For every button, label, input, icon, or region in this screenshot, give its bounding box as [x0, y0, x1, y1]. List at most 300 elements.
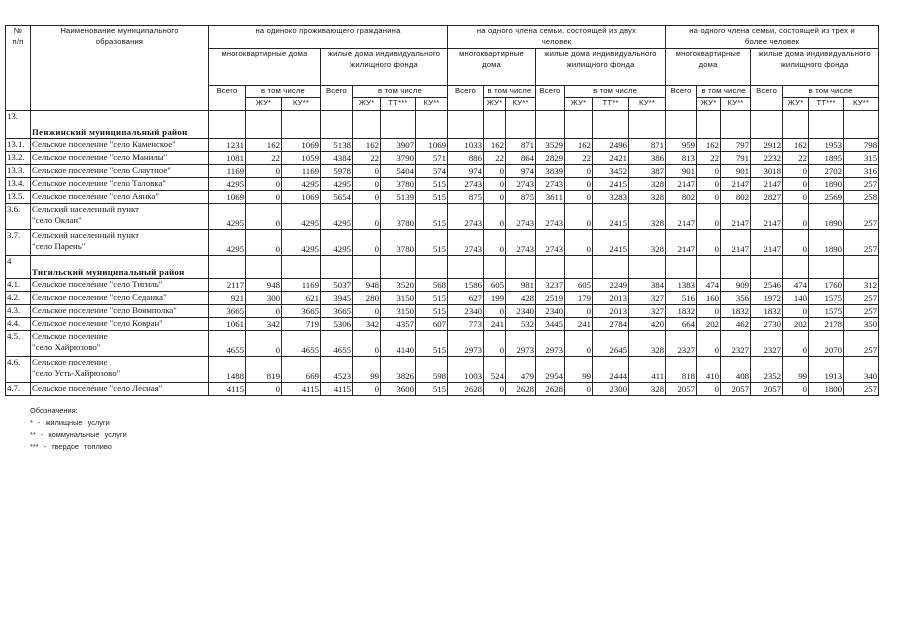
settlement-name: Сельское поселение "село Воямполка" [31, 305, 209, 318]
cost-value: 1832 [721, 305, 751, 318]
cost-value: 2415 [593, 204, 629, 230]
cost-value: 568 [416, 279, 448, 292]
cost-value: 607 [416, 318, 448, 331]
number-column-header: № п/п [6, 26, 31, 111]
cost-value: 257 [844, 305, 879, 318]
cost-value: 479 [506, 357, 536, 383]
total-header: Всего [209, 86, 246, 111]
cost-value: 598 [416, 357, 448, 383]
cost-value: 2147 [721, 230, 751, 256]
cost-value: 384 [629, 279, 666, 292]
cost-value: 0 [783, 383, 809, 396]
total-header: Всего [751, 86, 783, 111]
cost-value: 4295 [209, 178, 246, 191]
cost-value: 515 [416, 191, 448, 204]
cost-value: 515 [416, 204, 448, 230]
cost-value: 0 [353, 178, 381, 191]
including-header: в том числе [353, 86, 448, 98]
settlement-name: Сельское поселение "село Каменское" [31, 139, 209, 152]
settlement-row [6, 152, 879, 165]
cost-value: 1832 [751, 305, 783, 318]
cost-value: 2973 [536, 331, 565, 357]
cost-value: 2340 [536, 305, 565, 318]
cost-value: 2327 [721, 331, 751, 357]
cost-value: 2232 [751, 152, 783, 165]
cost-value: 3600 [381, 383, 416, 396]
row-number: 4.7. [6, 383, 31, 396]
settlement-row [6, 318, 879, 331]
cost-value: 948 [246, 279, 282, 292]
cost-value: 2912 [751, 139, 783, 152]
cost-value: 257 [844, 292, 879, 305]
total-header: Всего [666, 86, 697, 111]
cost-value: 1913 [809, 357, 844, 383]
subheader-individual-houses: жилые дома индивидуального жилищного фонда [751, 49, 879, 86]
empty-cell [697, 256, 721, 279]
cost-value: 2546 [751, 279, 783, 292]
settlement-row [6, 178, 879, 191]
cost-value: 328 [629, 178, 666, 191]
cost-value: 2147 [666, 178, 697, 191]
cost-value: 1488 [209, 357, 246, 383]
settlement-name: Сельское поселение "село Тигиль" [31, 279, 209, 292]
cost-value: 0 [246, 305, 282, 318]
cost-value: 1760 [809, 279, 844, 292]
row-number: 13.5. [6, 191, 31, 204]
empty-cell [751, 111, 783, 139]
cost-value: 3665 [209, 305, 246, 318]
cost-value: 0 [484, 178, 506, 191]
cost-value: 605 [565, 279, 593, 292]
cost-value: 0 [246, 230, 282, 256]
empty-cell [506, 256, 536, 279]
cost-value: 3790 [381, 152, 416, 165]
cost-value: 0 [353, 191, 381, 204]
empty-cell [484, 256, 506, 279]
cost-value: 257 [844, 383, 879, 396]
cost-value: 0 [565, 331, 593, 357]
cost-value: 0 [783, 178, 809, 191]
cost-value: 1890 [809, 204, 844, 230]
cost-value: 516 [666, 292, 697, 305]
group-header-three-plus-family: на одного члена семьи, состоящей из трех и более человек [666, 26, 879, 49]
empty-cell [536, 256, 565, 279]
cost-value: 1890 [809, 230, 844, 256]
cost-value: 1575 [809, 305, 844, 318]
cost-value: 1832 [666, 305, 697, 318]
cost-value: 0 [697, 331, 721, 357]
empty-cell [666, 111, 697, 139]
cost-value: 1033 [448, 139, 484, 152]
district-number: 13. [6, 111, 31, 139]
empty-cell [751, 256, 783, 279]
cost-value: 0 [697, 191, 721, 204]
cost-value: 99 [565, 357, 593, 383]
cost-value: 140 [783, 292, 809, 305]
row-number: 3.6. [6, 204, 31, 230]
cost-value: 818 [666, 357, 697, 383]
cost-value: 386 [629, 152, 666, 165]
settlement-row [6, 331, 879, 357]
cost-value: 4115 [282, 383, 321, 396]
row-number: 4.4. [6, 318, 31, 331]
cost-value: 1059 [282, 152, 321, 165]
cost-value: 2743 [448, 178, 484, 191]
cost-value: 312 [844, 279, 879, 292]
cost-value: 0 [246, 383, 282, 396]
cost-value: 420 [629, 318, 666, 331]
utility-services-header: КУ** [506, 98, 536, 111]
total-header: Всего [448, 86, 484, 111]
name-column-header: Наименование муниципального образования [31, 26, 209, 111]
cost-value: 0 [353, 165, 381, 178]
cost-value: 22 [246, 152, 282, 165]
cost-value: 4295 [282, 204, 321, 230]
cost-value: 1169 [282, 165, 321, 178]
cost-value: 791 [721, 152, 751, 165]
cost-value: 871 [506, 139, 536, 152]
tariff-table [5, 25, 879, 396]
empty-cell [783, 111, 809, 139]
row-number: 13.1. [6, 139, 31, 152]
cost-value: 2013 [593, 292, 629, 305]
settlement-name: Сельское поселение "село Седанка" [31, 292, 209, 305]
settlement-row [6, 305, 879, 318]
cost-value: 3780 [381, 230, 416, 256]
cost-value: 350 [844, 318, 879, 331]
cost-value: 0 [565, 383, 593, 396]
cost-value: 515 [416, 383, 448, 396]
cost-value: 328 [629, 191, 666, 204]
cost-value: 5037 [321, 279, 353, 292]
cost-value: 3839 [536, 165, 565, 178]
cost-value: 3452 [593, 165, 629, 178]
utility-services-header: КУ** [629, 98, 666, 111]
cost-value: 4295 [321, 178, 353, 191]
cost-value: 0 [484, 165, 506, 178]
cost-value: 2147 [751, 230, 783, 256]
cost-value: 22 [697, 152, 721, 165]
settlement-row [6, 204, 879, 230]
cost-value: 408 [721, 357, 751, 383]
subheader-apartment-buildings: многоквартирные дома [448, 49, 536, 86]
cost-value: 2327 [666, 331, 697, 357]
cost-value: 2496 [593, 139, 629, 152]
cost-value: 0 [353, 383, 381, 396]
cost-value: 621 [282, 292, 321, 305]
cost-value: 1383 [666, 279, 697, 292]
cost-value: 3907 [381, 139, 416, 152]
cost-value: 202 [783, 318, 809, 331]
cost-value: 162 [565, 139, 593, 152]
cost-value: 410 [697, 357, 721, 383]
cost-value: 0 [246, 331, 282, 357]
cost-value: 524 [484, 357, 506, 383]
cost-value: 3237 [536, 279, 565, 292]
empty-cell [282, 256, 321, 279]
housing-services-header: ЖУ* [484, 98, 506, 111]
cost-value: 0 [484, 331, 506, 357]
cost-value: 2444 [593, 357, 629, 383]
including-header: в том числе [246, 86, 321, 98]
cost-value: 798 [844, 139, 879, 152]
empty-cell [246, 256, 282, 279]
housing-services-header: ЖУ* [783, 98, 809, 111]
group-header-single-resident: на одиноко проживающего гражданина [209, 26, 448, 49]
cost-value: 428 [506, 292, 536, 305]
row-number: 4.6. [6, 357, 31, 383]
cost-value: 4357 [381, 318, 416, 331]
empty-cell [506, 111, 536, 139]
cost-value: 802 [721, 191, 751, 204]
including-header: в том числе [783, 86, 879, 98]
utility-services-header: КУ** [416, 98, 448, 111]
cost-value: 0 [246, 165, 282, 178]
cost-value: 4523 [321, 357, 353, 383]
cost-value: 0 [565, 230, 593, 256]
cost-value: 1069 [282, 191, 321, 204]
cost-value: 2147 [751, 178, 783, 191]
cost-value: 574 [416, 165, 448, 178]
cost-value: 0 [246, 191, 282, 204]
settlement-name: Сельское поселение "село Таловка" [31, 178, 209, 191]
including-header: в том числе [565, 86, 666, 98]
cost-value: 1800 [809, 383, 844, 396]
cost-value: 2743 [536, 178, 565, 191]
cost-value: 162 [783, 139, 809, 152]
cost-value: 5404 [381, 165, 416, 178]
cost-value: 0 [783, 305, 809, 318]
cost-value: 0 [484, 204, 506, 230]
cost-value: 2730 [751, 318, 783, 331]
empty-cell [565, 256, 593, 279]
cost-value: 948 [353, 279, 381, 292]
cost-value: 22 [565, 152, 593, 165]
cost-value: 1081 [209, 152, 246, 165]
cost-value: 257 [844, 230, 879, 256]
cost-value: 515 [416, 305, 448, 318]
empty-cell [381, 256, 416, 279]
cost-value: 327 [629, 305, 666, 318]
settlement-name: Сельский населенный пункт "село Парень" [31, 230, 209, 256]
cost-value: 515 [416, 292, 448, 305]
cost-value: 921 [209, 292, 246, 305]
cost-value: 886 [448, 152, 484, 165]
cost-value: 2421 [593, 152, 629, 165]
cost-value: 1069 [416, 139, 448, 152]
empty-cell [593, 111, 629, 139]
utility-services-header: КУ** [844, 98, 879, 111]
including-header: в том числе [697, 86, 751, 98]
cost-value: 340 [844, 357, 879, 383]
cost-value: 875 [448, 191, 484, 204]
cost-value: 1953 [809, 139, 844, 152]
cost-value: 2352 [751, 357, 783, 383]
cost-value: 2340 [506, 305, 536, 318]
cost-value: 0 [697, 204, 721, 230]
empty-cell [536, 111, 565, 139]
empty-cell [629, 111, 666, 139]
cost-value: 257 [844, 178, 879, 191]
cost-value: 2340 [448, 305, 484, 318]
empty-cell [844, 256, 879, 279]
cost-value: 3665 [321, 305, 353, 318]
settlement-row [6, 230, 879, 256]
cost-value: 0 [565, 204, 593, 230]
empty-cell [593, 256, 629, 279]
cost-value: 515 [416, 331, 448, 357]
cost-value: 2628 [448, 383, 484, 396]
legend-item: ** - коммунальные услуги [30, 430, 127, 439]
cost-value: 0 [246, 204, 282, 230]
cost-value: 2249 [593, 279, 629, 292]
cost-value: 162 [353, 139, 381, 152]
row-number: 3.7. [6, 230, 31, 256]
cost-value: 2743 [536, 230, 565, 256]
utility-services-header: КУ** [721, 98, 751, 111]
cost-value: 719 [282, 318, 321, 331]
cost-value: 2743 [536, 204, 565, 230]
cost-value: 3445 [536, 318, 565, 331]
cost-value: 0 [353, 230, 381, 256]
cost-value: 2569 [809, 191, 844, 204]
cost-value: 0 [484, 305, 506, 318]
settlement-row [6, 292, 879, 305]
empty-cell [697, 111, 721, 139]
district-number: 4 [6, 256, 31, 279]
cost-value: 2057 [751, 383, 783, 396]
legend [30, 405, 127, 453]
cost-value: 1061 [209, 318, 246, 331]
empty-cell [809, 111, 844, 139]
empty-cell [666, 256, 697, 279]
row-number: 4.5. [6, 331, 31, 357]
cost-value: 22 [484, 152, 506, 165]
cost-value: 4295 [209, 204, 246, 230]
cost-value: 2645 [593, 331, 629, 357]
subheader-apartment-buildings: многоквартирные дома [666, 49, 751, 86]
cost-value: 0 [783, 191, 809, 204]
cost-value: 2702 [809, 165, 844, 178]
total-header: Всего [321, 86, 353, 111]
solid-fuel-header: ТТ*** [381, 98, 416, 111]
settlement-row [6, 139, 879, 152]
table-body [6, 111, 879, 396]
cost-value: 199 [484, 292, 506, 305]
cost-value: 2743 [506, 204, 536, 230]
cost-value: 4115 [321, 383, 353, 396]
cost-value: 5138 [321, 139, 353, 152]
cost-value: 0 [484, 383, 506, 396]
cost-value: 342 [353, 318, 381, 331]
cost-value: 2743 [506, 230, 536, 256]
settlement-name: Сельское поселение "село Аянка" [31, 191, 209, 204]
cost-value: 0 [353, 204, 381, 230]
cost-value: 871 [629, 139, 666, 152]
cost-value: 316 [844, 165, 879, 178]
cost-value: 315 [844, 152, 879, 165]
cost-value: 4655 [321, 331, 353, 357]
cost-value: 4295 [282, 178, 321, 191]
cost-value: 356 [721, 292, 751, 305]
cost-value: 5139 [381, 191, 416, 204]
cost-value: 2827 [751, 191, 783, 204]
cost-value: 2178 [809, 318, 844, 331]
empty-cell [381, 111, 416, 139]
cost-value: 2829 [536, 152, 565, 165]
settlement-row [6, 165, 879, 178]
legend-item: *** - твердое топливо [30, 442, 112, 451]
empty-cell [353, 256, 381, 279]
row-number: 13.4. [6, 178, 31, 191]
cost-value: 162 [484, 139, 506, 152]
cost-value: 3283 [593, 191, 629, 204]
housing-services-header: ЖУ* [353, 98, 381, 111]
row-number: 13.3. [6, 165, 31, 178]
cost-value: 3150 [381, 305, 416, 318]
subheader-individual-houses: жилые дома индивидуального жилищного фонда [321, 49, 448, 86]
cost-value: 2743 [448, 230, 484, 256]
cost-value: 5306 [321, 318, 353, 331]
cost-value: 2117 [209, 279, 246, 292]
cost-value: 875 [506, 191, 536, 204]
cost-value: 0 [697, 230, 721, 256]
subheader-apartment-buildings: многоквартирные дома [209, 49, 321, 86]
cost-value: 0 [783, 204, 809, 230]
settlement-name: Сельское поселение "село Усть-Хайрюзово" [31, 357, 209, 383]
cost-value: 959 [666, 139, 697, 152]
housing-services-header: ЖУ* [697, 98, 721, 111]
cost-value: 2415 [593, 178, 629, 191]
cost-value: 1069 [209, 191, 246, 204]
cost-value: 3520 [381, 279, 416, 292]
cost-value: 2013 [593, 305, 629, 318]
empty-cell [484, 111, 506, 139]
cost-value: 3665 [282, 305, 321, 318]
cost-value: 257 [844, 331, 879, 357]
empty-cell [721, 111, 751, 139]
housing-services-header: ЖУ* [246, 98, 282, 111]
cost-value: 0 [565, 165, 593, 178]
row-number: 4.2. [6, 292, 31, 305]
cost-value: 669 [282, 357, 321, 383]
cost-value: 4295 [282, 230, 321, 256]
cost-value: 3529 [536, 139, 565, 152]
cost-value: 901 [666, 165, 697, 178]
cost-value: 819 [246, 357, 282, 383]
cost-value: 0 [697, 305, 721, 318]
row-number: 4.3. [6, 305, 31, 318]
housing-services-header: ЖУ* [565, 98, 593, 111]
empty-cell [416, 111, 448, 139]
cost-value: 241 [565, 318, 593, 331]
cost-value: 974 [448, 165, 484, 178]
empty-cell [565, 111, 593, 139]
row-number: 13.2. [6, 152, 31, 165]
cost-value: 515 [416, 230, 448, 256]
cost-value: 0 [484, 230, 506, 256]
cost-value: 179 [565, 292, 593, 305]
cost-value: 1169 [282, 279, 321, 292]
cost-value: 257 [844, 204, 879, 230]
cost-value: 901 [721, 165, 751, 178]
table-header [6, 26, 879, 111]
cost-value: 2147 [751, 204, 783, 230]
cost-value: 1231 [209, 139, 246, 152]
cost-value: 2300 [593, 383, 629, 396]
total-header: Всего [536, 86, 565, 111]
district-name: Пенжинский муниципальный район [31, 111, 209, 139]
